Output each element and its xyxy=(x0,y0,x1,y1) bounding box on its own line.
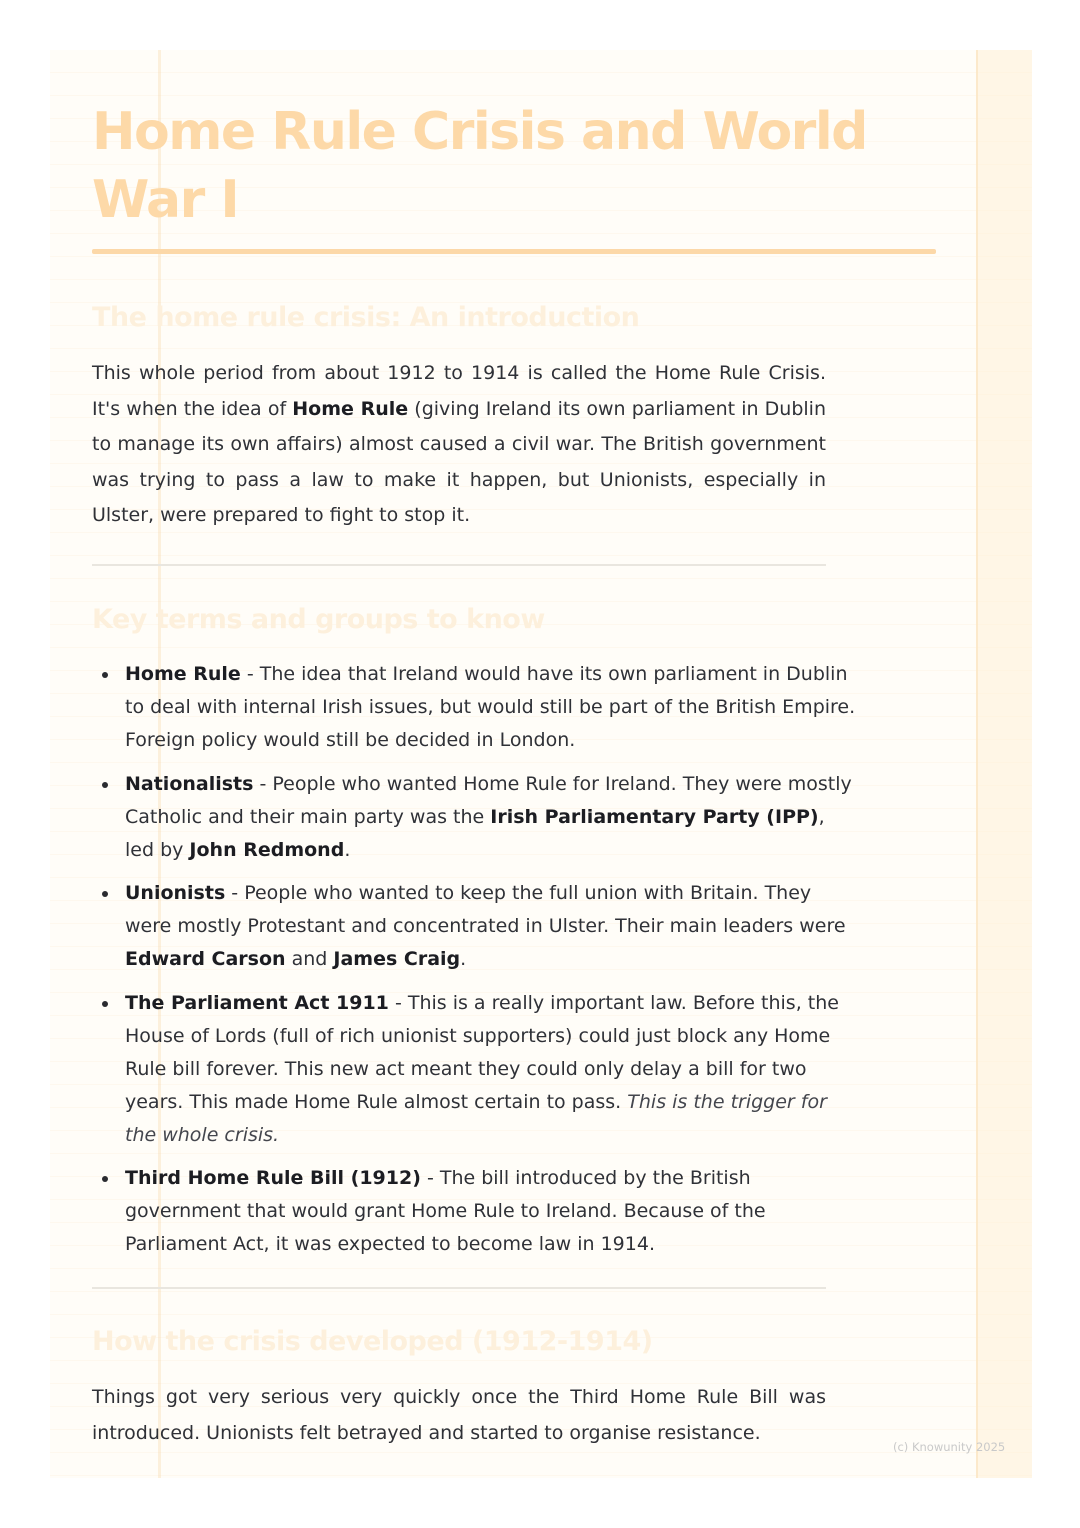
section-heading-intro: The home rule crisis: An introduction xyxy=(92,302,640,333)
list-item: Third Home Rule Bill (1912) - The bill introduced by the British government that would grant Home Rule to Ireland. Because of the Parliament Act, it was expected to become law in 1914. xyxy=(125,1162,859,1261)
list-item: The Parliament Act 1911 - This is a really important law. Before this, the House of Lords (full of rich unionist supporters) could just block any Home Rule bill forever. This new act meant they could only delay a bill for two years. This made Home Rule almost certain to pass. This is the trigger for the whole crisis. xyxy=(125,987,859,1152)
bold-term: Home Rule xyxy=(292,397,409,420)
copyright-notice: (c) Knowunity 2025 xyxy=(893,1440,1006,1454)
section-divider xyxy=(92,1287,826,1289)
page-edge-strip xyxy=(976,50,1032,1478)
list-item: Nationalists - People who wanted Home Rule for Ireland. They were mostly Catholic and their main party was the Irish Parliamentary Party (IPP), led by John Redmond. xyxy=(125,768,859,867)
development-paragraph: Things got very serious very quickly once the Third Home Rule Bill was introduced. Unionists felt betrayed and started to organise resistance. xyxy=(92,1386,826,1444)
intro-paragraph: This whole period from about 1912 to 1914 is called the Home Rule Crisis. It's when the idea of Home Rule (giving Ireland its own parliament in Dublin to manage its own affairs) almost caused a civil war. The British government was trying to pass a law to make it happen, but Unionists, especially in Ulster, were prepared to fight to stop it. xyxy=(92,362,827,526)
key-terms-list xyxy=(92,658,859,1272)
title-underline xyxy=(92,249,936,254)
list-item: Unionists - People who wanted to keep the full union with Britain. They were mostly Protestant and concentrated in Ulster. Their main leaders were Edward Carson and James Craig. xyxy=(125,877,859,976)
list-item: Home Rule - The idea that Ireland would have its own parliament in Dublin to deal with internal Irish issues, but would still be part of the British Empire. Foreign policy would still be decided in London. xyxy=(125,658,859,757)
section-heading-key-terms: Key terms and groups to know xyxy=(92,604,545,635)
section-heading-development: How the crisis developed (1912-1914) xyxy=(92,1326,653,1357)
document-page xyxy=(50,50,1032,1478)
section-divider xyxy=(92,564,826,566)
document-title: Home Rule Crisis and World War I xyxy=(92,102,867,230)
